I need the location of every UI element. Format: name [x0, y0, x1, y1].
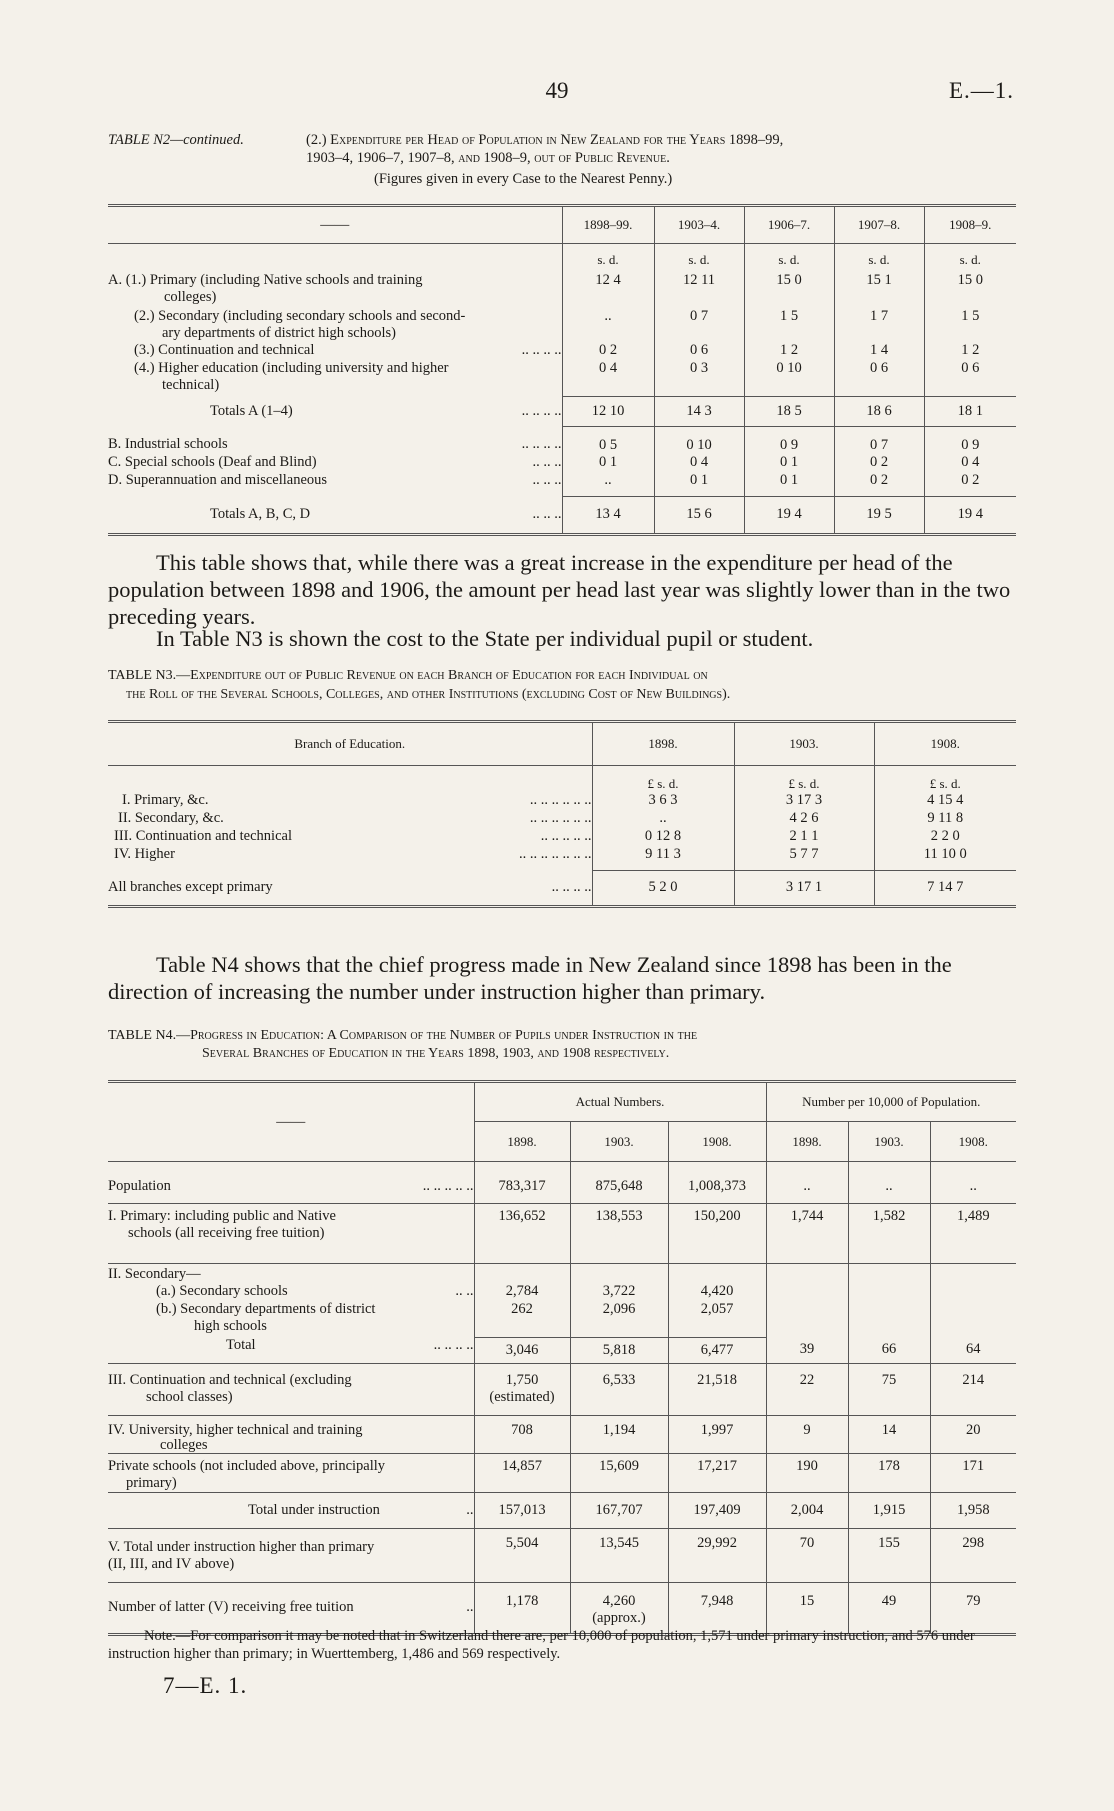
t4-row-private: Private schools (not included above, principally primary) 14,857 15,609 17,217 190 178 171 — [108, 1453, 1016, 1492]
table-n4 — [108, 1080, 1016, 1636]
t4-row-secondary-schools: (a.) Secondary schools .. .. 2,784 3,722 4,420 — [108, 1283, 1016, 1301]
t2-row-continuation: (3.) Continuation and technical .. .. .. .. 0 2 0 6 1 2 1 4 1 2 — [108, 342, 1016, 360]
page-footer-signature: 7—E. 1. — [163, 1673, 248, 1698]
table-n2-title-line1: (2.) Expenditure per Head of Population in New Zealand for the Years 1898–99, — [306, 132, 784, 148]
t3-row-continuation: III. Continuation and technical .. .. .. .. .. 0 12 8 2 1 1 2 2 0 — [108, 828, 1016, 846]
t4-row-population: Population .. .. .. .. .. 783,317 875,648 1,008,373 .. .. .. — [108, 1162, 1016, 1204]
t3-row-primary: I. Primary, &c. .. .. .. .. .. .. 3 6 3 3 17 3 4 15 4 — [108, 792, 1016, 810]
t4-year-header: 1898. — [474, 1122, 570, 1162]
t2-row-higher: (4.) Higher education (including university and higher technical) 0 4 0 3 0 10 0 6 0 6 — [108, 360, 1016, 396]
t2-year-header: 1908–9. — [924, 206, 1016, 244]
t4-row-secondary-total: Total .. .. .. .. 3,046 5,818 6,477 39 66 64 — [108, 1337, 1016, 1363]
table-n3 — [108, 720, 1016, 908]
t4-row-higher-than-primary: V. Total under instruction higher than primary (II, III, and IV above) 5,504 13,545 29,992 70 155 298 — [108, 1528, 1016, 1582]
paragraph-expenditure-summary: This table shows that, while there was a great increase in the expenditure per head of the population between 1898 and 1906, the amount per head last year was slightly lower than in the two preceding years. — [108, 550, 1011, 629]
t2-row-industrial: B. Industrial schools .. .. .. .. 0 5 0 10 0 9 0 7 0 9 — [108, 426, 1016, 454]
t2-row-special: C. Special schools (Deaf and Blind) .. .. .. 0 1 0 4 0 1 0 2 0 4 — [108, 454, 1016, 472]
t2-year-header: 1907–8. — [834, 206, 924, 244]
t4-row-continuation: III. Continuation and technical (excluding school classes) 1,750 (estimated) 6,533 21,518 22 75 214 — [108, 1363, 1016, 1415]
t2-year-header: 1903–4. — [654, 206, 744, 244]
table-n2-title-line2: 1903–4, 1906–7, 1907–8, and 1908–9, out of Public Revenue. — [306, 150, 670, 166]
t4-dash-header: —— — [108, 1082, 474, 1162]
t4-group-actual-header: Actual Numbers. — [474, 1082, 766, 1122]
paragraph-table-n3-intro: In Table N3 is shown the cost to the State per individual pupil or student. — [156, 626, 814, 651]
t3-year-header: 1898. — [592, 722, 734, 766]
t2-row-superannuation: D. Superannuation and miscellaneous .. .. .. .. 0 1 0 1 0 2 0 2 — [108, 472, 1016, 496]
document-reference: E.—1. — [948, 78, 1014, 103]
t3-row-higher: IV. Higher .. .. .. .. .. .. .. 9 11 3 5 7 7 11 10 0 — [108, 846, 1016, 870]
t4-row-total-under-instruction: Total under instruction .. 157,013 167,707 197,409 2,004 1,915 1,958 — [108, 1492, 1016, 1528]
table-n2-label: TABLE N2—continued. — [108, 132, 244, 148]
t4-row-primary: I. Primary: including public and Native schools (all receiving free tuition) 136,652 138,553 150,200 1,744 1,582 1,489 — [108, 1204, 1016, 1264]
t4-year-header: 1898. — [766, 1122, 848, 1162]
t3-year-header: 1903. — [734, 722, 874, 766]
table-n2-subtitle: (Figures given in every Case to the Nearest Penny.) — [374, 171, 673, 187]
t4-row-free-tuition: Number of latter (V) receiving free tuition .. 1,178 4,260 (approx.) 7,948 15 49 79 — [108, 1582, 1016, 1634]
page-number: 49 — [545, 78, 569, 103]
t3-unit-row: £ s. d. £ s. d. £ s. d. — [108, 766, 1016, 793]
t2-year-header: 1898–99. — [562, 206, 654, 244]
t3-row-secondary: II. Secondary, &c. .. .. .. .. .. .. .. 4 2 6 9 11 8 — [108, 810, 1016, 828]
table-n3-title-line2: the Roll of the Several Schools, Colleges, and other Institutions (excluding Cost of New Buildings). — [126, 687, 731, 702]
t4-year-header: 1903. — [570, 1122, 668, 1162]
t4-row-secondary-heading: II. Secondary— — [108, 1264, 1016, 1284]
t4-row-secondary-departments: (b.) Secondary departments of district high schools 262 2,096 2,057 — [108, 1301, 1016, 1337]
footnote-comparison: Note.—For comparison it may be noted that in Switzerland there are, per 10,000 of population, 1,571 under primary instruction, and 576 under instruction higher than primary; in Wuerttemberg, 1,486 and 569 respectively. — [108, 1628, 975, 1662]
t3-row-total: All branches except primary .. .. .. .. 5 2 0 3 17 1 7 14 7 — [108, 870, 1016, 906]
t4-year-header: 1908. — [668, 1122, 766, 1162]
t2-row-primary: A. (1.) Primary (including Native schools and training colleges) 12 4 12 11 15 0 15 1 15 0 — [108, 268, 1016, 306]
t4-row-university: IV. University, higher technical and training colleges 708 1,194 1,997 9 14 20 — [108, 1415, 1016, 1453]
t4-year-header: 1908. — [930, 1122, 1016, 1162]
paragraph-table-n4-intro: Table N4 shows that the chief progress made in New Zealand since 1898 has been in the direction of increasing the number under instruction higher than primary. — [108, 952, 952, 1004]
t2-year-header: 1906–7. — [744, 206, 834, 244]
table-n2 — [108, 204, 1016, 536]
table-n4-title-line2: Several Branches of Education in the Years 1898, 1903, and 1908 respectively. — [202, 1046, 670, 1061]
t2-dash-header: —— — [320, 216, 350, 233]
t4-year-header: 1903. — [848, 1122, 930, 1162]
t2-unit-row: s. d. s. d. s. d. s. d. s. d. — [108, 244, 1016, 269]
t3-year-header: 1908. — [874, 722, 1016, 766]
table-n3-title-line1: TABLE N3.—Expenditure out of Public Revenue on each Branch of Education for each Individual on — [108, 668, 708, 683]
t2-row-totals-a: Totals A (1–4) .. .. .. .. 12 10 14 3 18 5 18 6 18 1 — [108, 396, 1016, 426]
table-n4-title-line1: TABLE N4.—Progress in Education: A Comparison of the Number of Pupils under Instruction in the — [108, 1028, 698, 1043]
t2-row-totals-abcd: Totals A, B, C, D .. .. .. 13 4 15 6 19 4 19 5 19 4 — [108, 496, 1016, 534]
t2-row-secondary: (2.) Secondary (including secondary schools and second- ary departments of district high schools) .. 0 7 1 5 1 7 1 5 — [108, 306, 1016, 342]
t4-group-per-header: Number per 10,000 of Population. — [766, 1082, 1016, 1122]
t3-branch-header: Branch of Education. — [294, 736, 406, 751]
